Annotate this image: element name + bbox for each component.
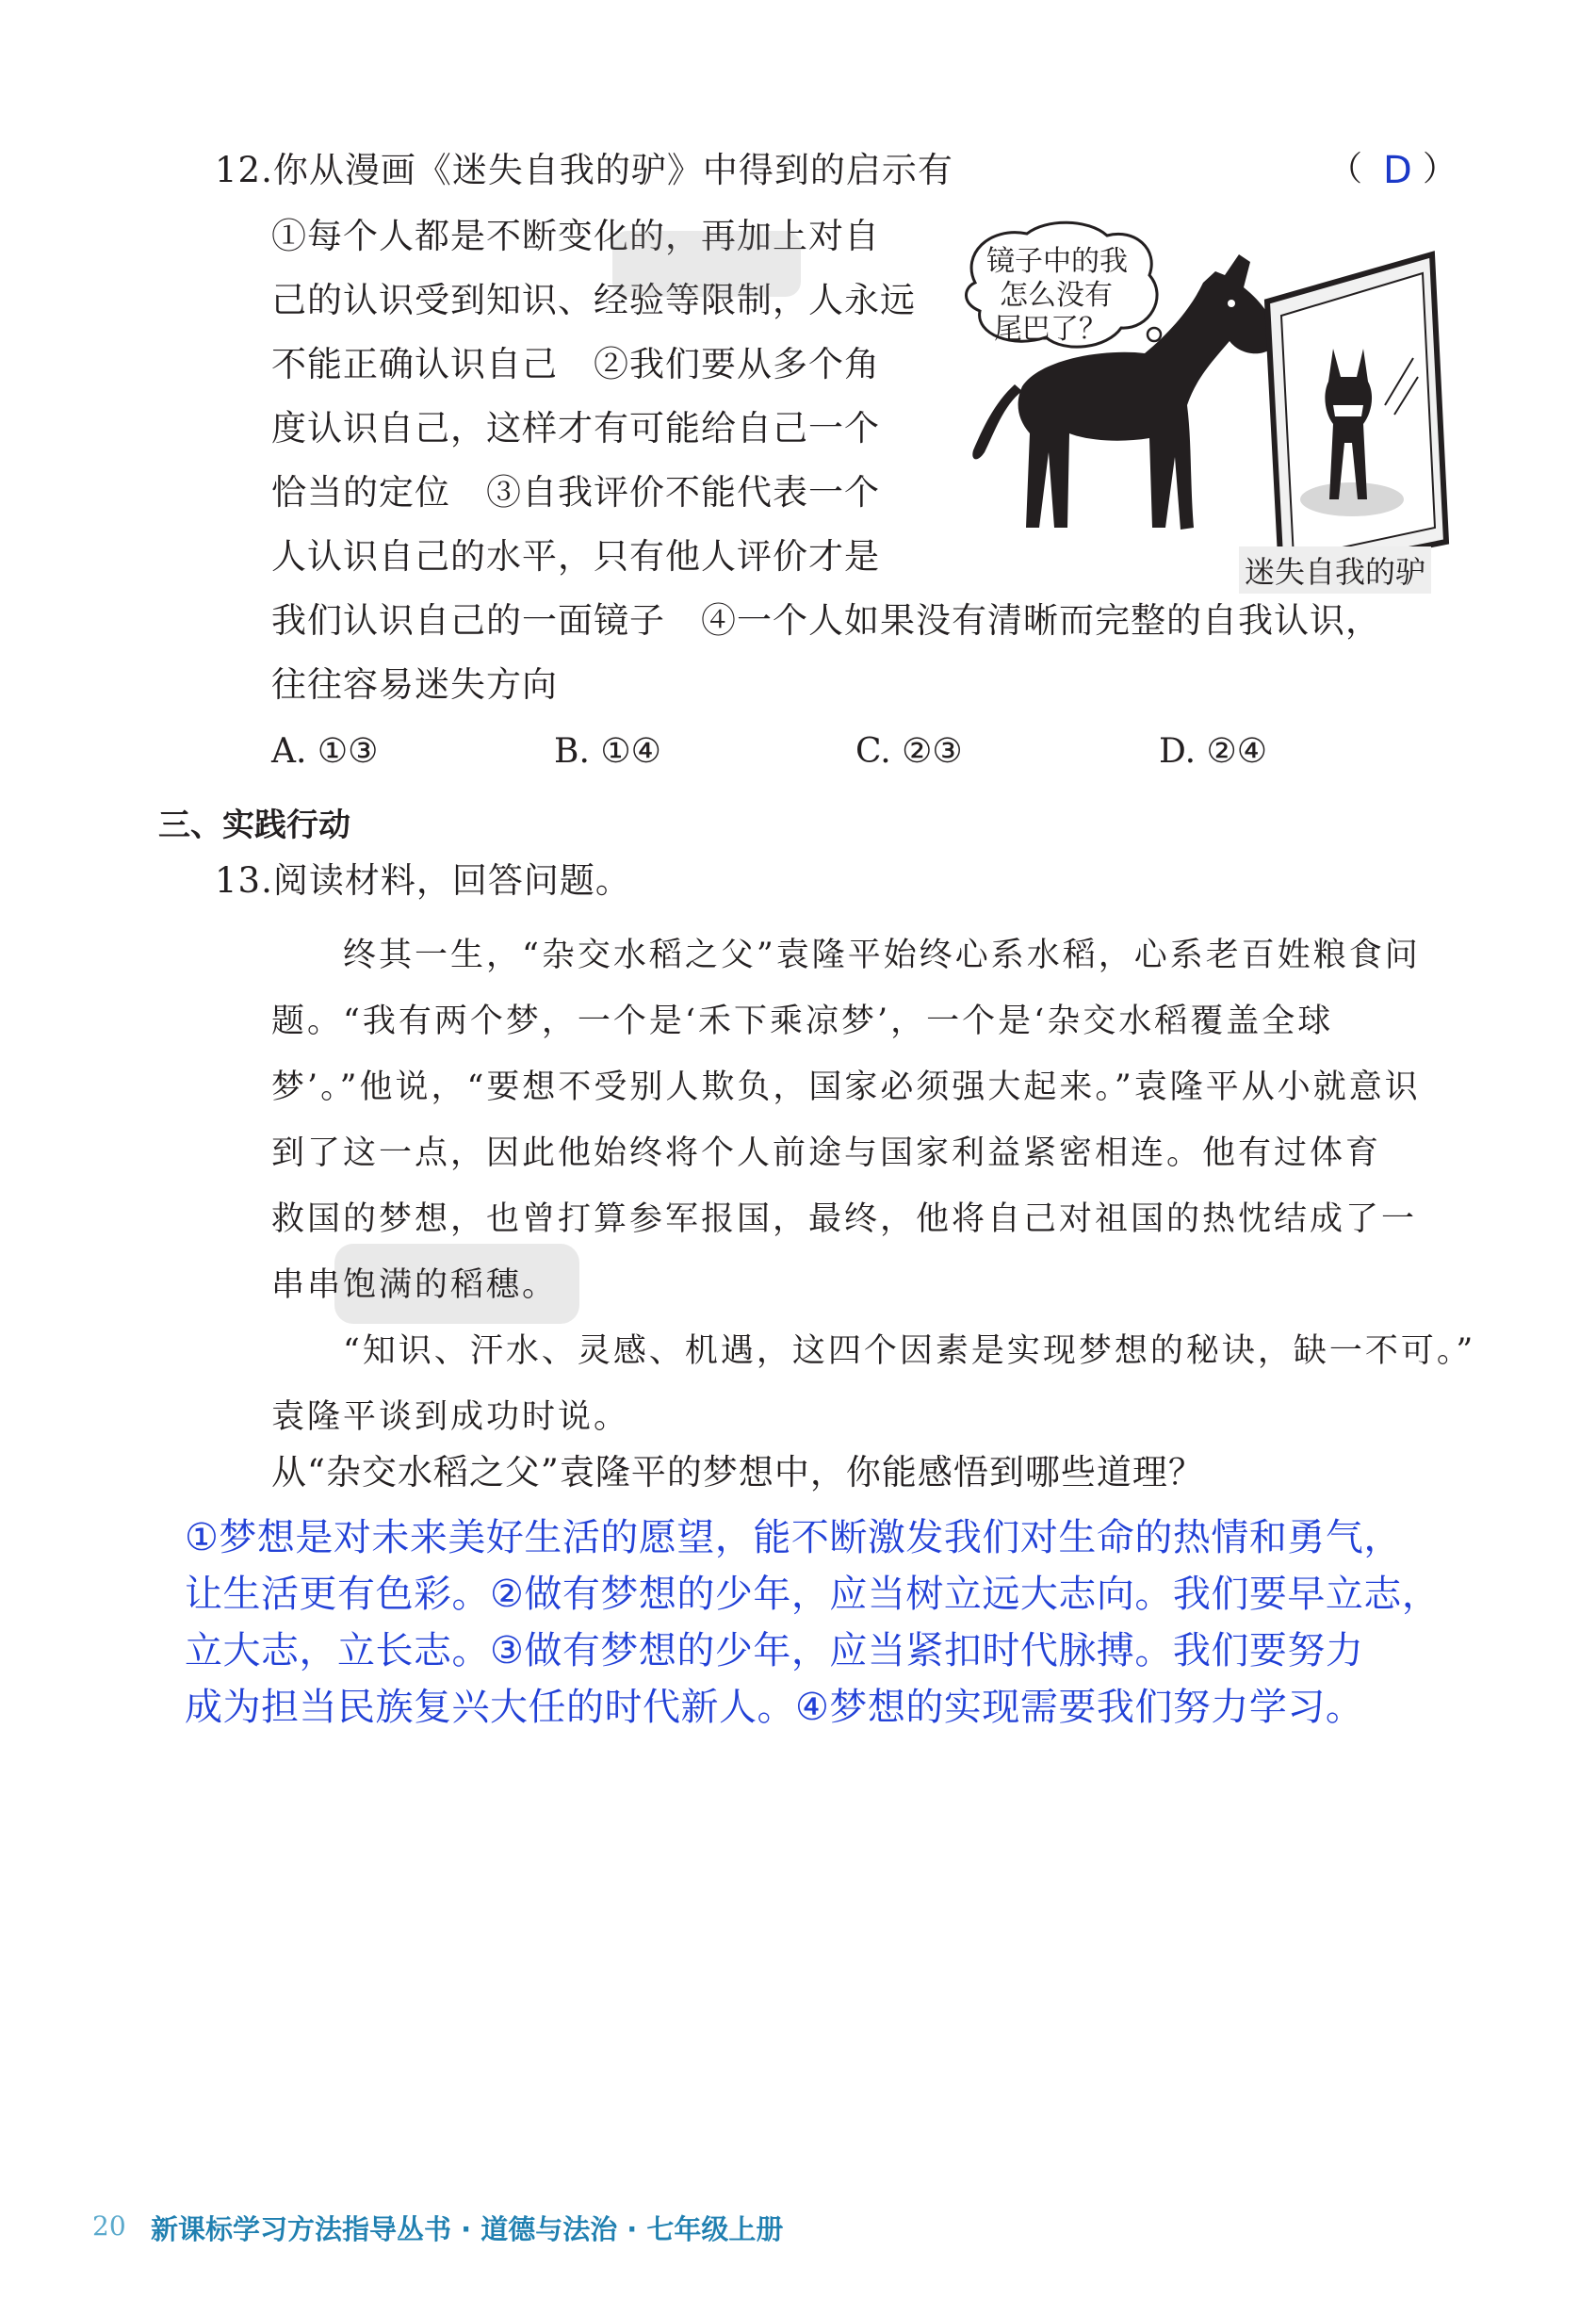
q13-material-line-4: 到了这一点，因此他始终将个人前途与国家利益紧密相连。他有过体育 <box>271 1134 1382 1172</box>
q12-answer: D <box>1383 149 1412 192</box>
q12-option-c: C. ②③ <box>855 732 963 771</box>
bubble-text-2: 怎么没有 <box>1000 279 1113 312</box>
donkey-eye-icon <box>1228 300 1235 307</box>
q12-stem: 12.你从漫画《迷失自我的驴》中得到的启示有 <box>215 150 953 190</box>
q13-answer-line-4: 成为担当民族复兴大任的时代新人。④梦想的实现需要我们努力学习。 <box>185 1686 1364 1729</box>
donkey-cartoon <box>956 217 1460 589</box>
section-title: 三、实践行动 <box>158 807 350 844</box>
q12-line-4: 度认识自己，这样才有可能给自己一个 <box>271 408 880 449</box>
q13-question: 从“杂交水稻之父”袁隆平的梦想中，你能感悟到哪些道理？ <box>271 1452 1204 1492</box>
q12-answer-paren-open: （ <box>1328 150 1363 188</box>
page-number: 20 <box>92 2210 126 2242</box>
q13-stem: 13.阅读材料，回答问题。 <box>215 860 631 901</box>
q13-material-line-5: 救国的梦想，也曾打算参军报国，最终，他将自己对祖国的热忱结成了一 <box>271 1200 1418 1238</box>
q12-option-b: B. ①④ <box>554 732 661 771</box>
bubble-text-1: 镜子中的我 <box>986 245 1128 278</box>
q13-material-line-6: 串串饱满的稻穗。 <box>271 1266 559 1304</box>
q12-line-8: 往往容易迷失方向 <box>271 664 558 705</box>
q12-line-1: ①每个人都是不断变化的，再加上对自 <box>271 216 880 256</box>
q13-material-line-3: 梦’。”他说，“要想不受别人欺负，国家必须强大起来。”袁隆平从小就意识 <box>271 1068 1421 1106</box>
bubble-text-3: 尾巴了？ <box>994 313 1107 346</box>
watermark-logo-1 <box>612 231 801 301</box>
q13-material-line-8: 袁隆平谈到成功时说。 <box>271 1398 630 1436</box>
q12-line-3: 不能正确认识自己 ②我们要从多个角 <box>271 344 880 384</box>
q13-material-line-2: 题。“我有两个梦，一个是‘禾下乘凉梦’，一个是‘杂交水稻覆盖全球 <box>271 1003 1334 1040</box>
q12-line-7: 我们认识自己的一面镜子 ④一个人如果没有清晰而完整的自我认识， <box>271 600 1381 641</box>
q12-line-2: 己的认识受到知识、经验等限制，人永远 <box>271 280 916 320</box>
q12-line-6: 人认识自己的水平，只有他人评价才是 <box>271 536 880 577</box>
footer-book-title: 新课标学习方法指导丛书 · 道德与法治 · 七年级上册 <box>151 2213 784 2245</box>
q12-option-d: D. ②④ <box>1159 732 1268 771</box>
q13-material-line-7: “知识、汗水、灵感、机遇，这四个因素是实现梦想的秘诀，缺一不可。” <box>343 1332 1476 1370</box>
q13-answer-line-2: 让生活更有色彩。②做有梦想的少年，应当树立远大志向。我们要早立志， <box>185 1573 1441 1616</box>
mirror <box>1267 254 1446 575</box>
cartoon-caption: 迷失自我的驴 <box>1239 546 1431 594</box>
q12-line-5: 恰当的定位 ③自我评价不能代表一个 <box>271 472 880 513</box>
q13-answer-line-1: ①梦想是对未来美好生活的愿望，能不断激发我们对生命的热情和勇气， <box>185 1516 1402 1559</box>
q12-answer-paren-close: ） <box>1423 150 1458 188</box>
q13-answer-line-3: 立大志，立长志。③做有梦想的少年，应当紧扣时代脉搏。我们要努力 <box>185 1629 1364 1672</box>
q12-option-a: A. ①③ <box>271 732 379 771</box>
q13-material-line-1: 终其一生，“杂交水稻之父”袁隆平始终心系水稻，心系老百姓粮食问 <box>343 937 1421 974</box>
